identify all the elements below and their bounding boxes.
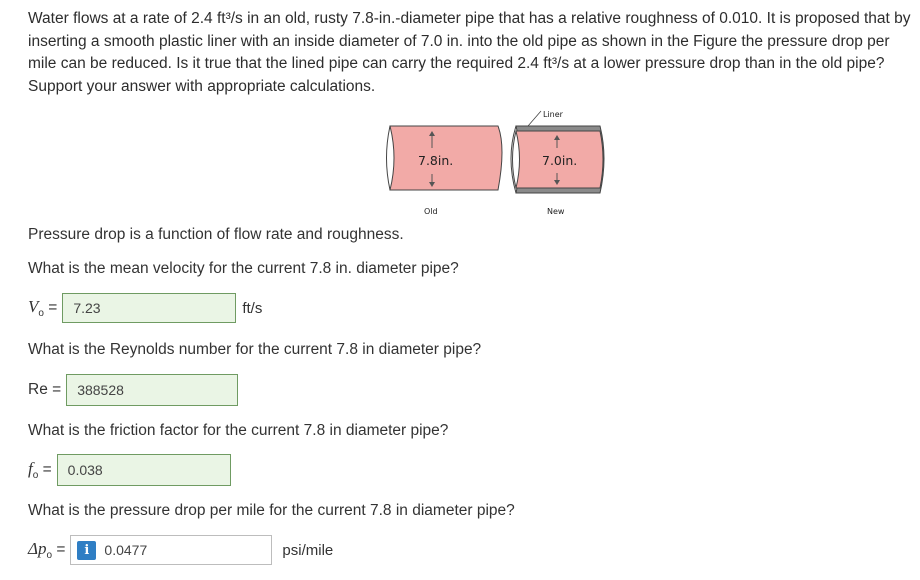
question-velocity: What is the mean velocity for the current 7.8 in. diameter pipe? xyxy=(28,260,459,277)
question-pressure-drop: What is the pressure drop per mile for the current 7.8 in diameter pipe? xyxy=(28,502,515,519)
problem-statement: Water flows at a rate of 2.4 ft³/s in an old, rusty 7.8-in.-diameter pipe that has a relative roughness of 0.010. It is proposed that by inserting a smooth plastic liner with an inside diameter of 7.0 in. into the old pipe as shown in the Figure the pressure drop per mile can be reduced. Is it true that the lined pipe can carry the required 2.4 ft³/s at a lower pressure drop than in the old pipe? Support your answer with appropriate calculations. xyxy=(28,10,911,95)
pressure-drop-answer-row xyxy=(28,535,333,565)
velocity-answer-field[interactable]: 7.23 xyxy=(62,293,236,323)
new-caption: New xyxy=(547,207,565,216)
new-pipe-diagram xyxy=(511,110,604,216)
pressure-drop-value: 0.0477 xyxy=(104,542,148,558)
friction-answer-row xyxy=(28,454,231,486)
velocity-answer-row xyxy=(28,293,262,323)
question-friction: What is the friction factor for the current 7.8 in diameter pipe? xyxy=(28,422,449,439)
reynolds-answer-field[interactable]: 388528 xyxy=(66,374,238,406)
liner-label: Liner xyxy=(543,110,563,119)
pressure-drop-unit: psi/mile xyxy=(282,541,334,559)
old-diameter-label: 7.8in. xyxy=(418,153,454,168)
question-reynolds: What is the Reynolds number for the current 7.8 in diameter pipe? xyxy=(28,341,482,358)
old-pipe-diagram xyxy=(387,126,503,216)
velocity-unit: ft/s xyxy=(242,299,263,317)
friction-label: $f_o$ = xyxy=(28,458,52,482)
pressure-drop-answer-field[interactable] xyxy=(70,535,272,565)
intro-text: Pressure drop is a function of flow rate and roughness. xyxy=(28,226,404,243)
new-diameter-label: 7.0in. xyxy=(542,153,578,168)
reynolds-answer-row xyxy=(28,374,238,406)
reynolds-label: Re = xyxy=(28,381,62,398)
pressure-drop-label: $\Delta p_o$ = xyxy=(28,538,66,562)
friction-answer-field[interactable]: 0.038 xyxy=(57,454,231,486)
info-icon[interactable]: i xyxy=(77,541,96,560)
velocity-label: $V_o$ = xyxy=(28,296,58,320)
pipe-figure xyxy=(378,104,618,224)
old-caption: Old xyxy=(424,207,438,216)
